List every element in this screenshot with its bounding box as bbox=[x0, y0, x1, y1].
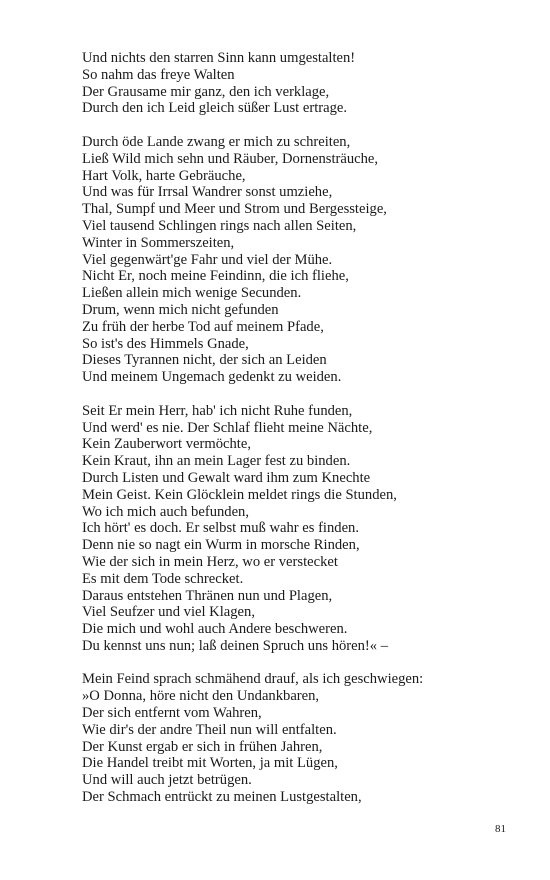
verse-line: Der Schmach entrückt zu meinen Lustgestalten, bbox=[82, 789, 362, 806]
verse-line: Durch Listen und Gewalt ward ihm zum Knechte bbox=[82, 469, 371, 486]
verse-line: Und werd' es nie. Der Schlaf flieht meine Nächte, bbox=[82, 419, 373, 436]
verse-line: Thal, Sumpf und Meer und Strom und Bergessteige, bbox=[82, 201, 387, 218]
verse-line: »O Donna, höre nicht den Undankbaren, bbox=[82, 688, 320, 705]
verse-line: Viel Seufzer und viel Klagen, bbox=[82, 604, 255, 621]
verse-line: Wie der sich in mein Herz, wo er verstecket bbox=[82, 553, 338, 570]
verse-line: Der sich entfernt vom Wahren, bbox=[82, 705, 262, 722]
verse-line: Und was für Irrsal Wandrer sonst umziehe, bbox=[82, 184, 333, 201]
verse-line: Viel gegenwärt'ge Fahr und viel der Mühe. bbox=[82, 251, 333, 268]
verse-line: Wie dir's der andre Theil nun will entfalten. bbox=[82, 721, 337, 738]
verse-line: Und nichts den starren Sinn kann umgestalten! bbox=[82, 50, 356, 66]
verse-line: Daraus entstehen Thränen nun und Plagen, bbox=[82, 587, 333, 604]
stanza-3 bbox=[82, 403, 482, 655]
stanza-2 bbox=[82, 134, 482, 386]
verse-line: Denn nie so nagt ein Wurm in morsche Rinden, bbox=[82, 537, 360, 554]
stanza-4 bbox=[82, 671, 482, 805]
verse-line: Durch öde Lande zwang er mich zu schreiten, bbox=[82, 133, 351, 150]
verse-line: Durch den ich Leid gleich süßer Lust ertrage. bbox=[82, 100, 348, 117]
verse-line: Nicht Er, noch meine Feindinn, die ich fliehe, bbox=[82, 268, 349, 285]
verse-line: Hart Volk, harte Gebräuche, bbox=[82, 167, 246, 184]
verse-line: Und meinem Ungemach gedenkt zu weiden. bbox=[82, 369, 342, 386]
verse-line: Du kennst uns nun; laß deinen Spruch uns hören!« – bbox=[82, 637, 389, 654]
verse-line: Kein Kraut, ihn an mein Lager fest zu binden. bbox=[82, 453, 351, 470]
stanza-1 bbox=[82, 50, 482, 117]
verse-line: So ist's des Himmels Gnade, bbox=[82, 335, 249, 352]
verse-line: Ich hört' es doch. Er selbst muß wahr es finden. bbox=[82, 520, 360, 537]
verse-line: Wo ich mich auch befunden, bbox=[82, 503, 250, 520]
verse-line: Viel tausend Schlingen rings nach allen Seiten, bbox=[82, 217, 357, 234]
verse-line: Mein Geist. Kein Glöcklein meldet rings die Stunden, bbox=[82, 486, 397, 503]
verse-line: Ließ Wild mich sehn und Räuber, Dornensträuche, bbox=[82, 150, 379, 167]
verse-line: Ließen allein mich wenige Secunden. bbox=[82, 285, 302, 302]
verse-line: Die mich und wohl auch Andere beschweren. bbox=[82, 621, 348, 638]
verse-line: Und will auch jetzt betrügen. bbox=[82, 772, 252, 789]
verse-line: Zu früh der herbe Tod auf meinem Pfade, bbox=[82, 318, 324, 335]
page-number: 81 bbox=[495, 823, 506, 835]
verse-line: Drum, wenn mich nicht gefunden bbox=[82, 301, 279, 318]
verse-line: Der Grausame mir ganz, den ich verklage, bbox=[82, 83, 330, 100]
verse-line: Dieses Tyrannen nicht, der sich an Leiden bbox=[82, 352, 327, 369]
verse-line: So nahm das freye Walten bbox=[82, 66, 235, 83]
verse-line: Der Kunst ergab er sich in frühen Jahren, bbox=[82, 738, 323, 755]
verse-line: Winter in Sommerszeiten, bbox=[82, 234, 235, 251]
verse-line: Die Handel treibt mit Worten, ja mit Lügen, bbox=[82, 755, 338, 772]
verse-line: Es mit dem Tode schrecket. bbox=[82, 570, 244, 587]
poem-text-block bbox=[82, 50, 482, 823]
verse-line: Seit Er mein Herr, hab' ich nicht Ruhe funden, bbox=[82, 402, 353, 419]
verse-line: Mein Feind sprach schmähend drauf, als ich geschwiegen: bbox=[82, 671, 424, 688]
verse-line: Kein Zauberwort vermöchte, bbox=[82, 436, 251, 453]
